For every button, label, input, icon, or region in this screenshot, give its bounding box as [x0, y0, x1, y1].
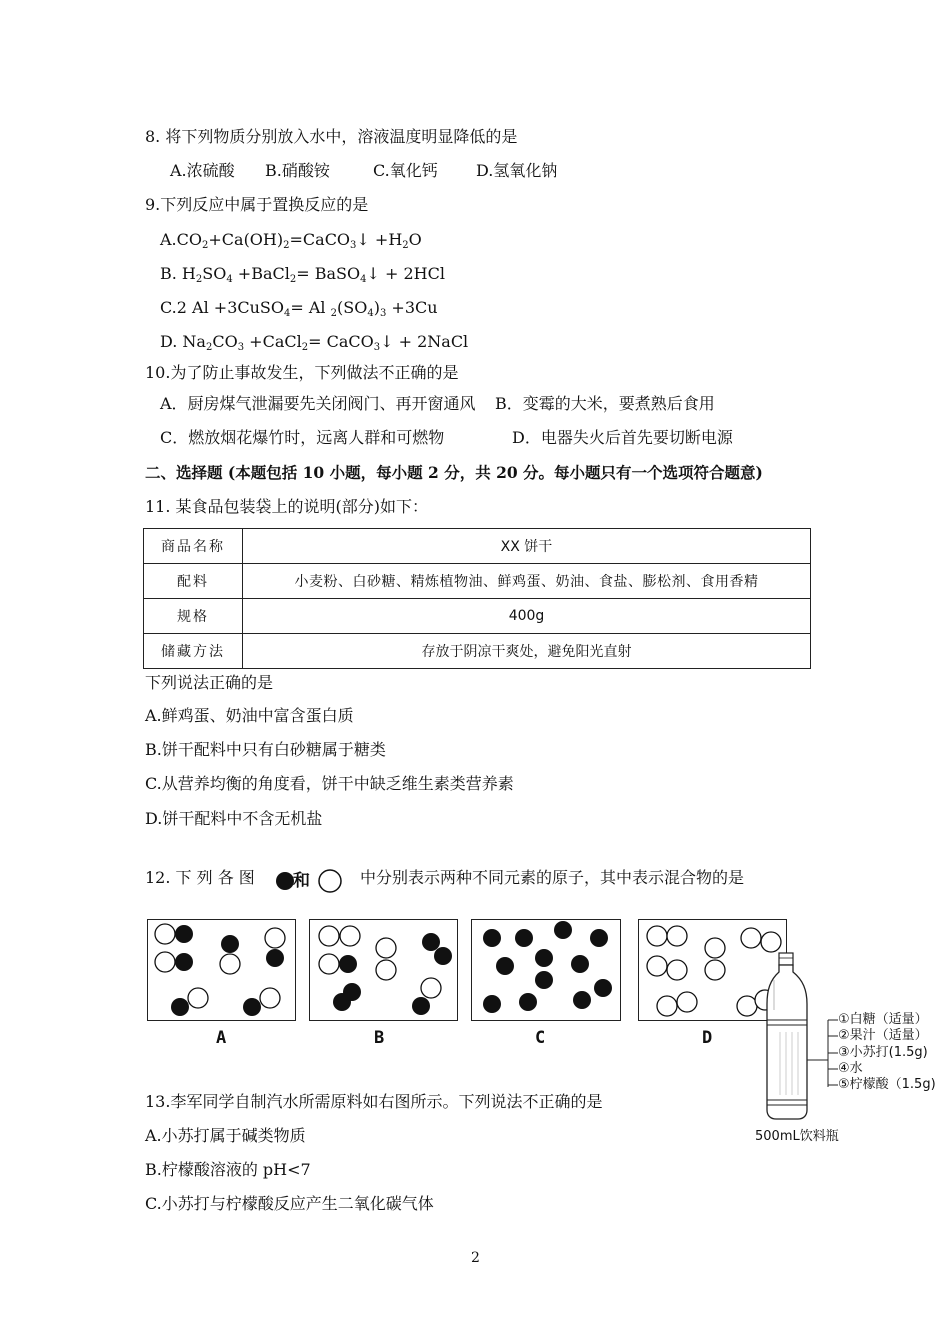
table-cell: 配料: [144, 564, 243, 599]
q13-option-c: C.小苏打与柠檬酸反应产生二氧化碳气体: [145, 1194, 434, 1213]
q13-stem: 13.李军同学自制汽水所需原料如右图所示。下列说法不正确的是: [145, 1092, 603, 1111]
diagram-label-d: D: [702, 1028, 713, 1048]
q10-option-c: C．燃放烟花爆竹时，远离人群和可燃物: [160, 428, 445, 447]
diagram-c-atoms: [472, 920, 620, 1020]
q13-option-a: A.小苏打属于碱类物质: [145, 1126, 306, 1145]
diagram-box-c: [471, 919, 621, 1021]
q11-question: 下列说法正确的是: [145, 673, 274, 692]
table-cell: 小麦粉、白砂糖、精炼植物油、鲜鸡蛋、奶油、食盐、膨松剂、食用香精: [243, 564, 811, 599]
q11-stem: 11. 某食品包装袋上的说明(部分)如下：: [145, 497, 429, 516]
q9-option-c: C.2 Al +3CuSO$_4$= Al $_2(SO_4)_3 +3Cu$: [160, 298, 438, 319]
bottle-ingredient: ④水: [838, 1061, 863, 1076]
q8-stem: 8. 将下列物质分别放入水中，溶液温度明显降低的是: [145, 127, 518, 146]
table-row: [144, 529, 811, 564]
bottle-caption: 500mL饮料瓶: [755, 1129, 839, 1144]
diagram-b-atoms: [310, 920, 457, 1020]
food-label-table: [143, 528, 811, 669]
q8-option-a: A.浓硫酸: [170, 161, 235, 180]
section-heading: 二、选择题 (本题包括 10 小题，每小题 2 分，共 20 分。每小题只有一个选项符合题意): [145, 463, 763, 482]
q10-option-b: B．变霉的大米，要煮熟后食用: [495, 394, 715, 413]
diagram-label-a: A: [216, 1028, 227, 1048]
bottle-ingredient: ③小苏打(1.5g): [838, 1045, 928, 1060]
q11-option-d: D.饼干配料中不含无机盐: [145, 809, 323, 828]
q12-stem-prefix: 12. 下 列 各 图: [145, 868, 255, 887]
q11-option-a: A.鲜鸡蛋、奶油中富含蛋白质: [145, 706, 354, 725]
q8-option-d: D.氢氧化钠: [476, 161, 558, 180]
q12-stem-suffix: 中分别表示两种不同元素的原子，其中表示混合物的是: [360, 868, 745, 887]
bottle-ingredient: ①白糖（适量）: [838, 1012, 928, 1027]
black-atom-icon: [276, 872, 294, 890]
page-number: 2: [471, 1250, 480, 1266]
q11-option-b: B.饼干配料中只有白砂糖属于糖类: [145, 740, 386, 759]
q10-option-a: A．厨房煤气泄漏要先关闭阀门、再开窗通风: [160, 394, 476, 413]
table-cell: 商品名称: [144, 529, 243, 564]
bottle-ingredient: ⑤柠檬酸（1.5g): [838, 1077, 936, 1092]
q10-stem: 10.为了防止事故发生，下列做法不正确的是: [145, 363, 459, 382]
diagram-a-atoms: [148, 920, 295, 1020]
q9-option-a: $A.CO_2+Ca(OH)_2=CaCO_3↓ +H_2O$: [160, 230, 422, 251]
diagram-box-a: [147, 919, 296, 1021]
table-cell: XX 饼干: [243, 529, 811, 564]
diagram-box-b: [309, 919, 458, 1021]
q10-option-d: D．电器失火后首先要切断电源: [512, 428, 733, 447]
q11-option-c: C.从营养均衡的角度看，饼干中缺乏维生素类营养素: [145, 774, 514, 793]
table-cell: 储藏方法: [144, 634, 243, 669]
q9-option-b: B. $H_2SO_4$ +BaCl$_2$= BaSO$_4$↓ + 2HCl: [160, 264, 445, 285]
white-atom-icon: [319, 870, 341, 892]
q9-option-d: D. $Na_2CO_3$ +CaCl$_2$= CaCO$_3$↓ + 2NaCl: [160, 332, 469, 353]
table-row: [144, 564, 811, 599]
table-row: [144, 599, 811, 634]
bottle-icon: [758, 950, 848, 1125]
table-cell: 规格: [144, 599, 243, 634]
table-row: [144, 634, 811, 669]
q9-stem: 9.下列反应中属于置换反应的是: [145, 195, 369, 214]
bottle-ingredient: ②果汁（适量）: [838, 1028, 928, 1043]
atom-legend: [274, 867, 346, 895]
diagram-label-b: B: [374, 1028, 385, 1048]
q12-and: 和: [293, 871, 310, 891]
q13-option-b: B.柠檬酸溶液的 pH<7: [145, 1160, 311, 1179]
q8-option-c: C.氧化钙: [373, 161, 438, 180]
table-cell: 400g: [243, 599, 811, 634]
diagram-label-c: C: [535, 1028, 546, 1048]
q8-option-b: B.硝酸铵: [265, 161, 330, 180]
table-cell: 存放于阴凉干爽处，避免阳光直射: [243, 634, 811, 669]
